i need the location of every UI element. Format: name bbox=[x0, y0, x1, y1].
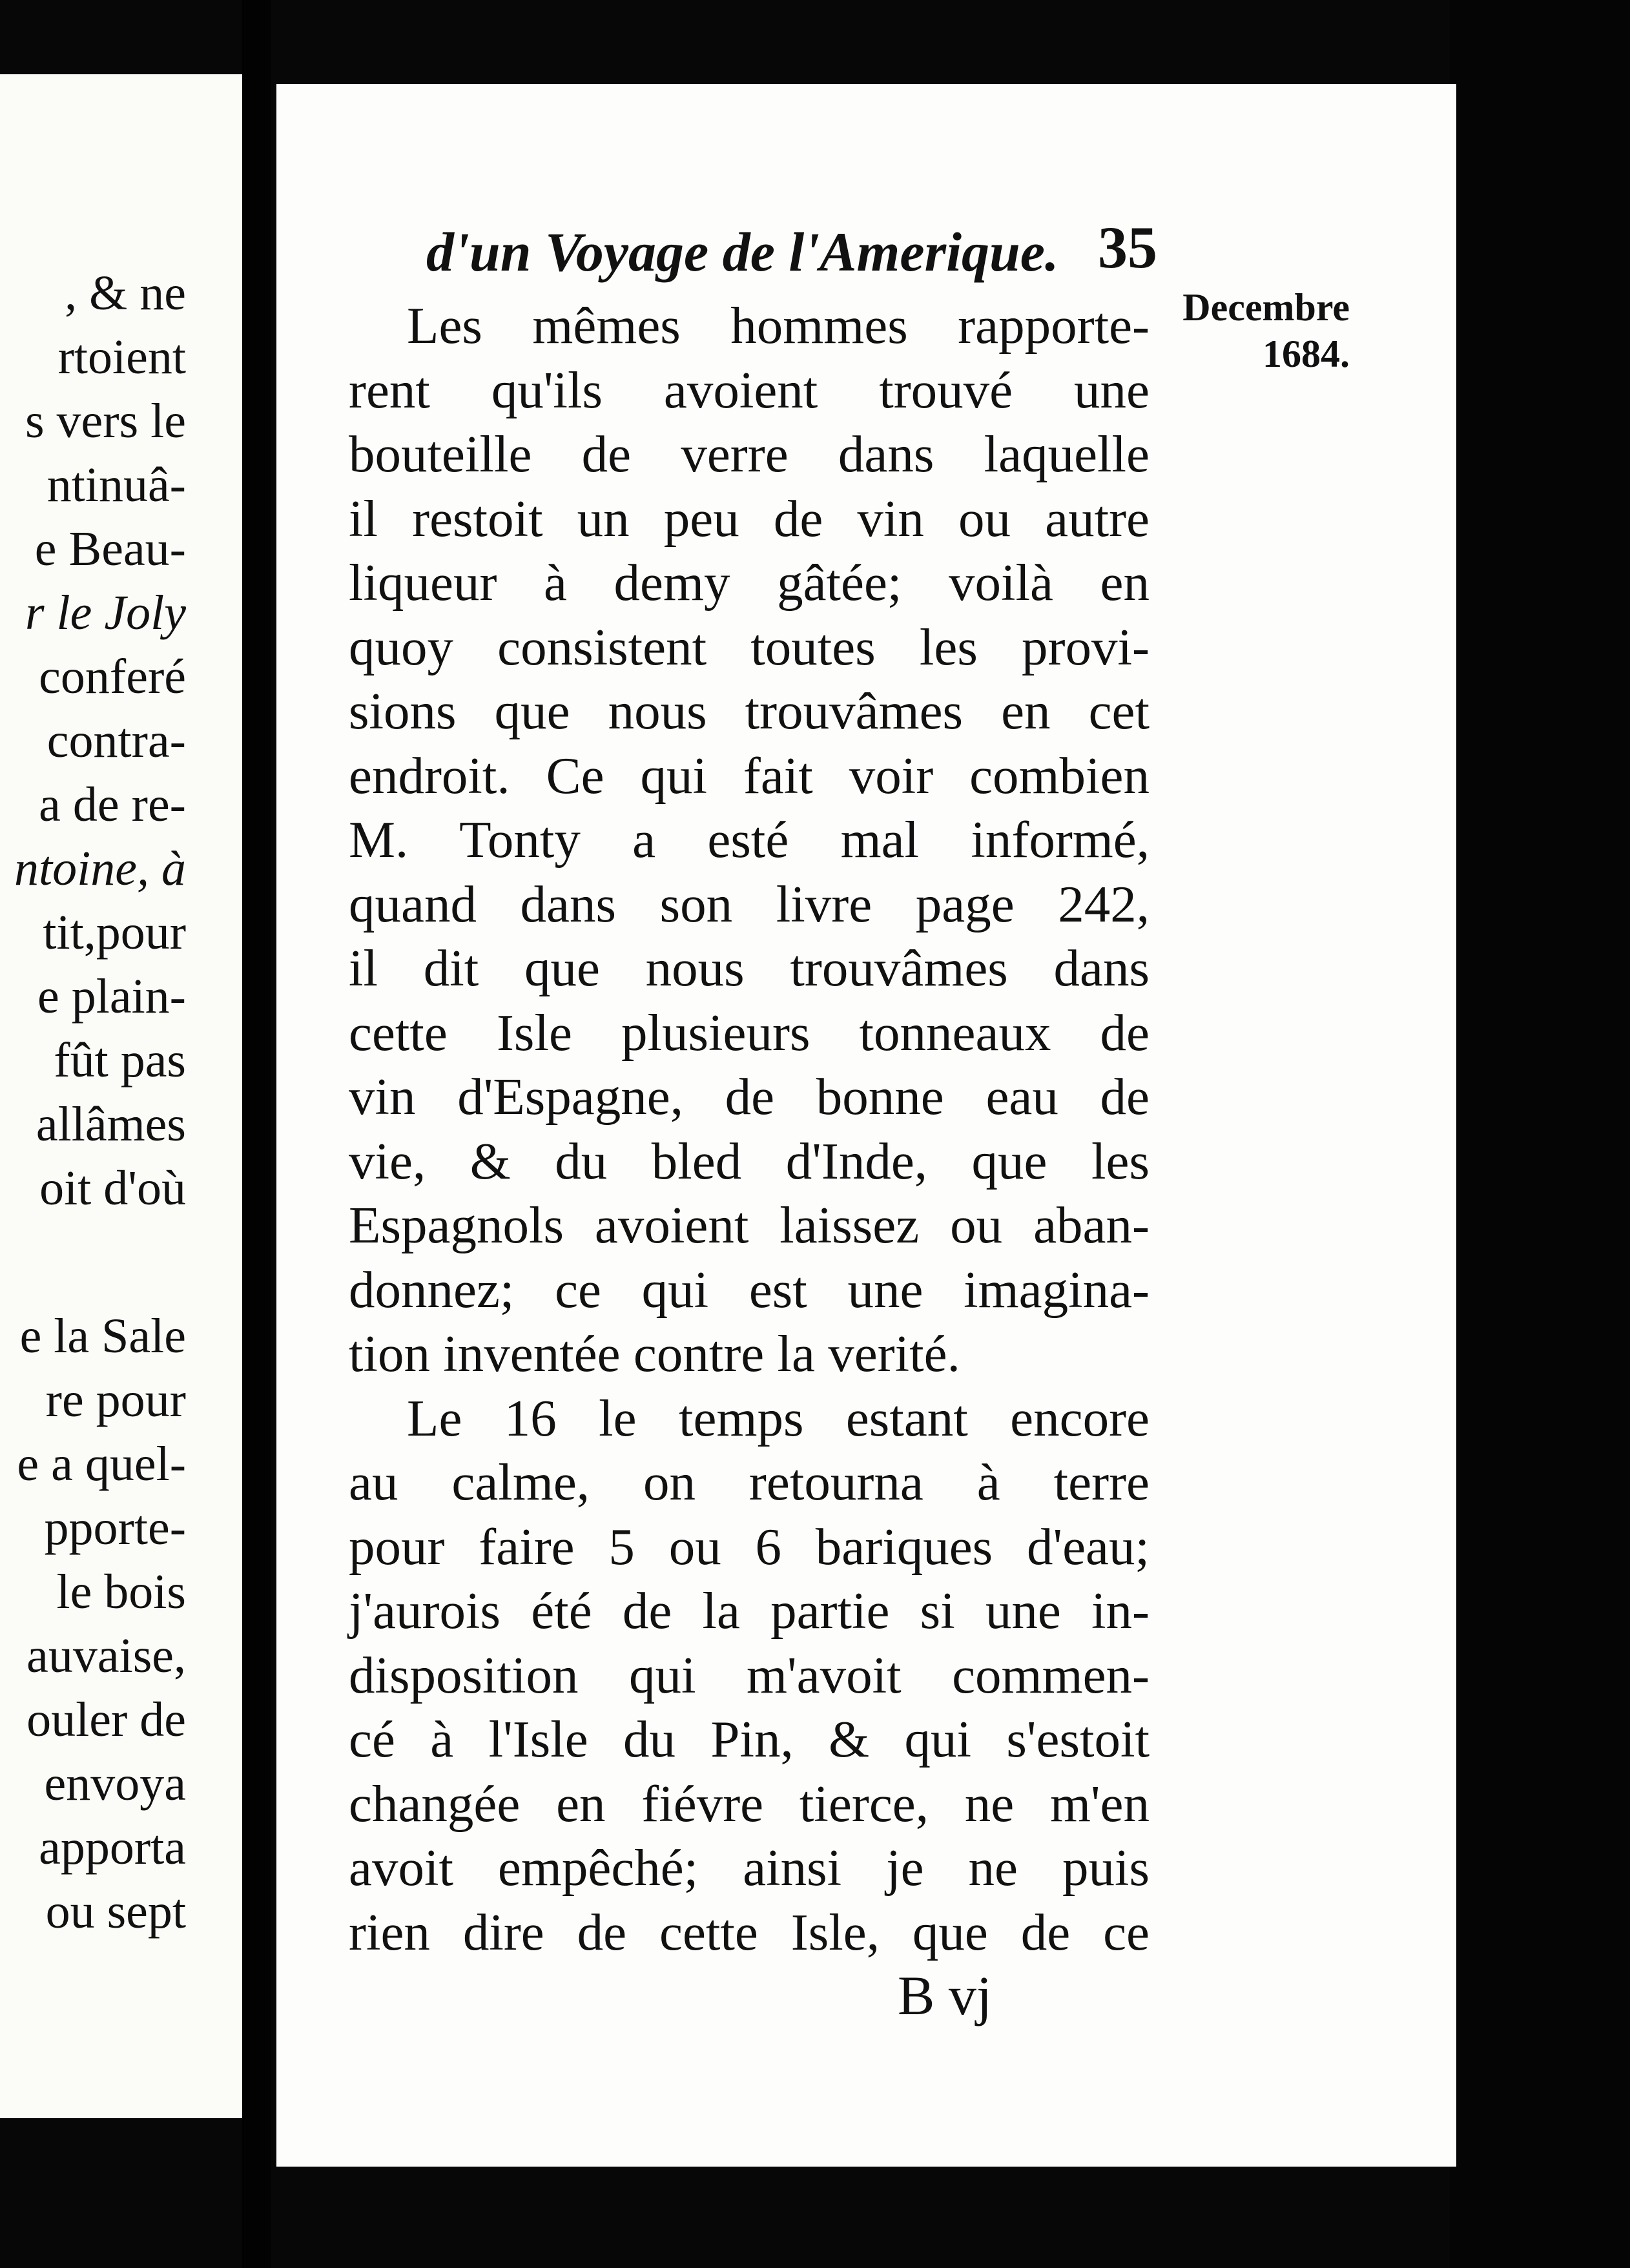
left-page-line: apporta bbox=[39, 1820, 186, 1875]
left-page-line: envoya bbox=[44, 1757, 186, 1811]
text-line: vie, & du bled d'Inde, que les bbox=[349, 1131, 1150, 1190]
left-page-line: a de re- bbox=[39, 778, 186, 832]
left-page-line: s vers le bbox=[25, 394, 186, 448]
scan-edge bbox=[1450, 0, 1630, 2268]
text-line: liqueur à demy gâtée; voilà en bbox=[349, 553, 1150, 612]
text-line: Espagnols avoient laissez ou aban- bbox=[349, 1196, 1150, 1254]
text-line: cé à l'Isle du Pin, & qui s'estoit bbox=[349, 1710, 1150, 1768]
text-line: j'aurois été de la partie si une in- bbox=[349, 1582, 1150, 1640]
left-page bbox=[0, 74, 242, 2118]
text-line: au calme, on retourna à terre bbox=[349, 1453, 1150, 1511]
left-page-line: pporte- bbox=[44, 1501, 186, 1555]
text-line: sions que nous trouvâmes en cet bbox=[349, 682, 1150, 740]
book-spine bbox=[242, 0, 271, 2268]
left-page-line: fût pas bbox=[54, 1033, 186, 1088]
left-page-line: e a quel- bbox=[17, 1437, 186, 1491]
margin-note-month: Decembre bbox=[1182, 286, 1350, 329]
left-page-line: ouler de bbox=[26, 1693, 186, 1747]
left-page-line: , & ne bbox=[65, 266, 186, 320]
text-line: Le 16 le temps estant encore bbox=[407, 1388, 1150, 1447]
left-page-line: le bois bbox=[56, 1565, 186, 1619]
page-number: 35 bbox=[1098, 214, 1157, 280]
text-line: tion inventée contre la verité. bbox=[349, 1325, 960, 1383]
left-page-line: conferé bbox=[39, 650, 186, 704]
left-page-line: e la Sale bbox=[19, 1309, 186, 1363]
text-line: cette Isle plusieurs tonneaux de bbox=[349, 1003, 1150, 1062]
left-page-line: tit,pour bbox=[43, 905, 186, 960]
left-page-line: ou sept bbox=[45, 1884, 186, 1939]
text-line: donnez; ce qui est une imagina- bbox=[349, 1260, 1150, 1319]
left-page-line: rtoient bbox=[57, 330, 186, 384]
left-page-line: r le Joly bbox=[25, 586, 186, 640]
text-line: quand dans son livre page 242, bbox=[349, 874, 1150, 933]
text-line: endroit. Ce qui fait voir combien bbox=[349, 746, 1150, 805]
text-line: pour faire 5 ou 6 bariques d'eau; bbox=[349, 1517, 1150, 1576]
text-line: disposition qui m'avoit commen- bbox=[349, 1645, 1150, 1704]
text-line: bouteille de verre dans laquelle bbox=[349, 425, 1150, 483]
left-page-line: e plain- bbox=[37, 969, 186, 1024]
left-page-line: allâmes bbox=[36, 1097, 186, 1151]
left-page-line: ntinuâ- bbox=[46, 458, 186, 512]
text-line: changée en fiévre tierce, ne m'en bbox=[349, 1774, 1150, 1833]
left-page-line: ntoine, à bbox=[14, 841, 186, 896]
margin-note-year: 1684. bbox=[1263, 333, 1350, 375]
left-page-text bbox=[14, 262, 186, 1944]
left-page-line: e Beau- bbox=[34, 522, 186, 576]
text-line: M. Tonty a esté mal informé, bbox=[349, 810, 1150, 869]
left-page-line: auvaise, bbox=[26, 1629, 186, 1683]
left-page-line: oit d'où bbox=[39, 1161, 186, 1215]
running-head: d'un Voyage de l'Amerique. bbox=[426, 221, 1059, 283]
text-line: Les mêmes hommes rapporte- bbox=[407, 296, 1150, 355]
left-page-line: re pour bbox=[45, 1373, 186, 1427]
left-page-line: contra- bbox=[46, 714, 186, 768]
text-line: il dit que nous trouvâmes dans bbox=[349, 939, 1150, 997]
text-line: avoit empêché; ainsi je ne puis bbox=[349, 1839, 1150, 1897]
text-line: rent qu'ils avoient trouvé une bbox=[349, 360, 1150, 419]
text-line: il restoit un peu de vin ou autre bbox=[349, 489, 1150, 548]
text-line: vin d'Espagne, de bonne eau de bbox=[349, 1067, 1150, 1126]
margin-note bbox=[1169, 284, 1350, 377]
text-line: rien dire de cette Isle, que de ce bbox=[349, 1902, 1150, 1961]
signature-mark: B vj bbox=[898, 1964, 992, 2026]
text-line: quoy consistent toutes les provi- bbox=[349, 617, 1150, 676]
body-text bbox=[349, 294, 1150, 1964]
